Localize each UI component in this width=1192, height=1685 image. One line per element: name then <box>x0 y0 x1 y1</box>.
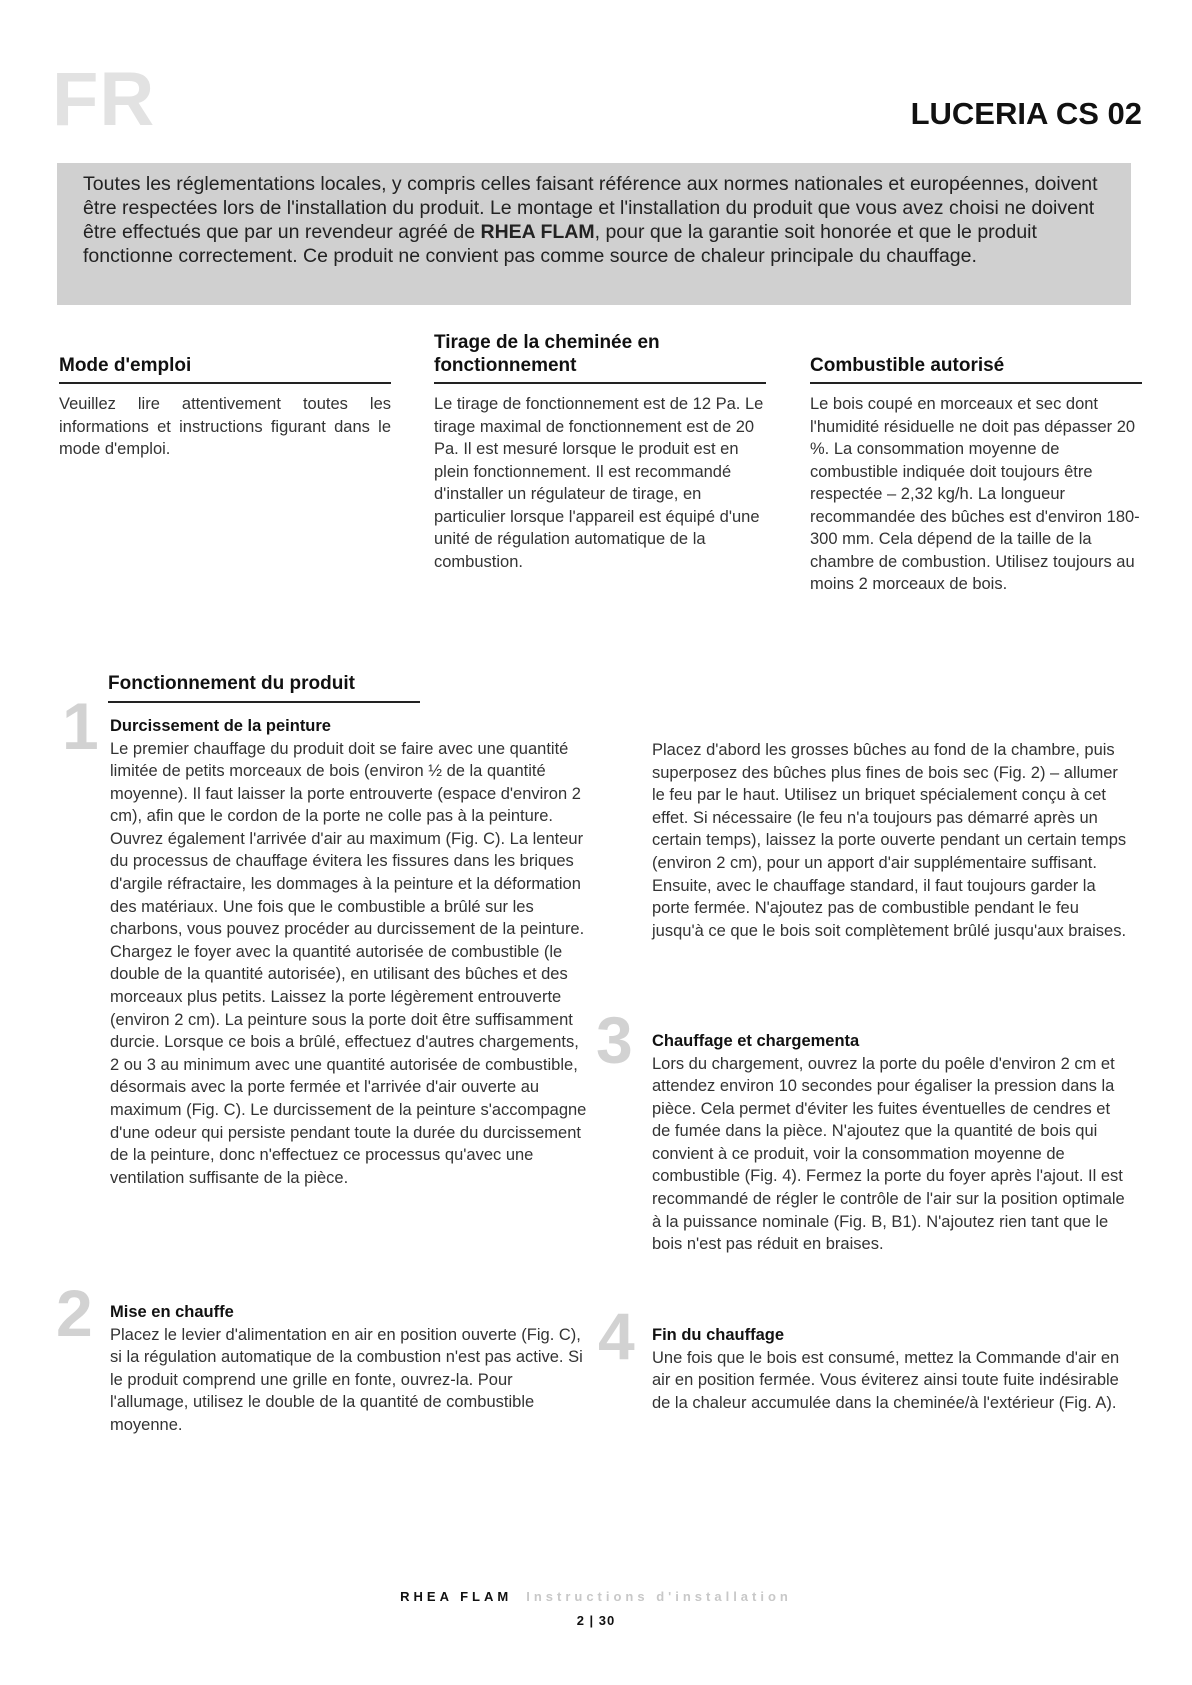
step-body: Une fois que le bois est consumé, mettez la Commande d'air en air en position fermée. Vous éviterez ainsi toute fuite indésirable de la chaleur accumulée dans la cheminée/à l'extérieur (Fig. A). <box>652 1348 1120 1412</box>
safety-notice <box>57 163 1131 305</box>
column-heading: Mode d'emploi <box>59 330 391 384</box>
step-body: Placez le levier d'alimentation en air en position ouverte (Fig. C), si la régulation automatique de la combustion n'est pas active. Si le produit comprend une grille en fonte, ouvrez-la. Pour l'allumage, utilisez le double de la quantité de combustible moyenne. <box>110 1325 583 1434</box>
column-heading: Combustible autorisé <box>810 330 1142 384</box>
step-body: Lors du chargement, ouvrez la porte du poêle d'environ 2 cm et attendez environ 10 secondes pour égaliser la pression dans la pièce. Cela permet d'éviter les fuites éventuelles de cendres et de fumée dans la pièce. N'ajoutez que la quantité de bois qui convient à ce produit, voir la consommation moyenne de combustible (Fig. 4). Fermez la porte du foyer après l'ajout. Il est recommandé de régler le contrôle de l'air sur la position optimale à la puissance nominale (Fig. B, B1). N'ajoutez rien tant que le bois n'est pas réduit en braises. <box>652 1054 1125 1254</box>
step-block-continued <box>652 739 1132 942</box>
language-mark: FR <box>52 57 156 142</box>
column-body: Le tirage de fonctionnement est de 12 Pa. Le tirage maximal de fonctionnement est de 20 Pa. Il est mesuré lorsque le produit est en plein fonctionnement. Il est recommandé d'installer un régulateur de tirage, en particulier lorsque l'appareil est équipé d'une unité de régulation automatique de la combustion. <box>434 395 764 571</box>
page-number: 2 | 30 <box>576 1613 616 1628</box>
step-body: Placez d'abord les grosses bûches au fond de la chambre, puis superposez des bûches plus fines de bois sec (Fig. 2) – allumer le feu par le haut. Utilisez un briquet spécialement conçu à cet effet. Si nécessaire (le feu n'a toujours pas démarré après un certain temps), laissez la porte ouverte pendant un certain temps (environ 2 cm), pour un apport d'air supplémentaire suffisant. Ensuite, avec le chauffage standard, il faut toujours garder la porte fermée. N'ajoutez pas de combustible pendant le feu jusqu'à ce que le bois soit complètement brûlé jusqu'aux braises. <box>652 741 1127 940</box>
column-mode-emploi <box>59 330 391 461</box>
step-title: Fin du chauffage <box>652 1326 784 1344</box>
footer-subtitle: Instructions d'installation <box>526 1589 792 1604</box>
step-block <box>652 1324 1132 1414</box>
step-body: Le premier chauffage du produit doit se faire avec une quantité limitée de petits morceaux de bois (environ ½ de la quantité moyenne). Il faut laisser la porte entrouverte (espace d'environ 2 cm), afin que le cordon de la porte ne colle pas à la peinture. Ouvrez également l'arrivée d'air au maximum (Fig. C). La lenteur du processus de chauffage évitera les fissures dans les briques d'argile réfractaire, les dommages à la peinture et la déformation des matériaux. Une fois que le combustible a brûlé sur les charbons, vous pouvez procéder au durcissement de la peinture. Chargez le foyer avec la quantité autorisée de combustible (le double de la quantité autorisée), en utilisant des bûches et des morceaux plus petits. Laissez la porte légèrement entrouverte (environ 2 cm). La peinture sous la porte doit être suffisamment durcie. Lorsque ce bois a brûlé, effectuez d'autres chargements, 2 ou 3 au minimum avec une quantité autorisée de combustible, désormais avec la porte fermée et l'arrivée d'air ouverte au maximum (Fig. C). Le durcissement de la peinture s'accompagne d'une odeur qui persiste pendant toute la durée du durcissement de la peinture, donc n'effectuez ce processus qu'avec une ventilation suffisante de la pièce. <box>110 739 587 1187</box>
step-number: 2 <box>56 1276 93 1350</box>
column-combustible <box>810 330 1142 596</box>
notice-text-before: Toutes les réglementations locales, y compris celles faisant référence aux normes nationales et européennes, doivent être respectées lors de l'installation du produit. Le montage et l'installation du produit que vous avez choisi ne doivent être effectués que par un revendeur agréé de <box>83 173 1098 243</box>
step-title: Chauffage et chargementa <box>652 1032 860 1050</box>
document-title: LUCERIA CS 02 <box>910 96 1142 131</box>
page-footer <box>0 1588 1192 1630</box>
step-title: Mise en chauffe <box>110 1303 234 1321</box>
step-number: 4 <box>598 1299 635 1373</box>
column-tirage <box>434 330 766 573</box>
notice-brand: RHEA FLAM <box>480 221 595 243</box>
step-block <box>110 1301 590 1436</box>
column-heading: Tirage de la cheminée en fonctionnement <box>434 330 766 384</box>
section-heading: Fonctionnement du produit <box>108 672 420 703</box>
footer-brand: RHEA FLAM <box>400 1589 513 1604</box>
step-title: Durcissement de la peinture <box>110 717 331 735</box>
column-body: Le bois coupé en morceaux et sec dont l'humidité résiduelle ne doit pas dépasser 20 %. La consommation moyenne de combustible indiquée doit toujours être respectée – 2,32 kg/h. La longueur recommandée des bûches est d'environ 180-300 mm. Cela dépend de la taille de la chambre de combustion. Utilisez toujours au moins 2 morceaux de bois. <box>810 395 1140 593</box>
column-body: Veuillez lire attentivement toutes les informations et instructions figurant dans le mode d'emploi. <box>59 395 391 458</box>
step-number: 1 <box>62 689 99 763</box>
step-block <box>652 1030 1132 1256</box>
step-block <box>110 715 590 1189</box>
step-number: 3 <box>596 1003 633 1077</box>
notice-text-after: , pour que la garantie soit honorée et que le produit fonctionne correctement. Ce produit ne convient pas comme source de chaleur principale du chauffage. <box>83 221 1037 267</box>
